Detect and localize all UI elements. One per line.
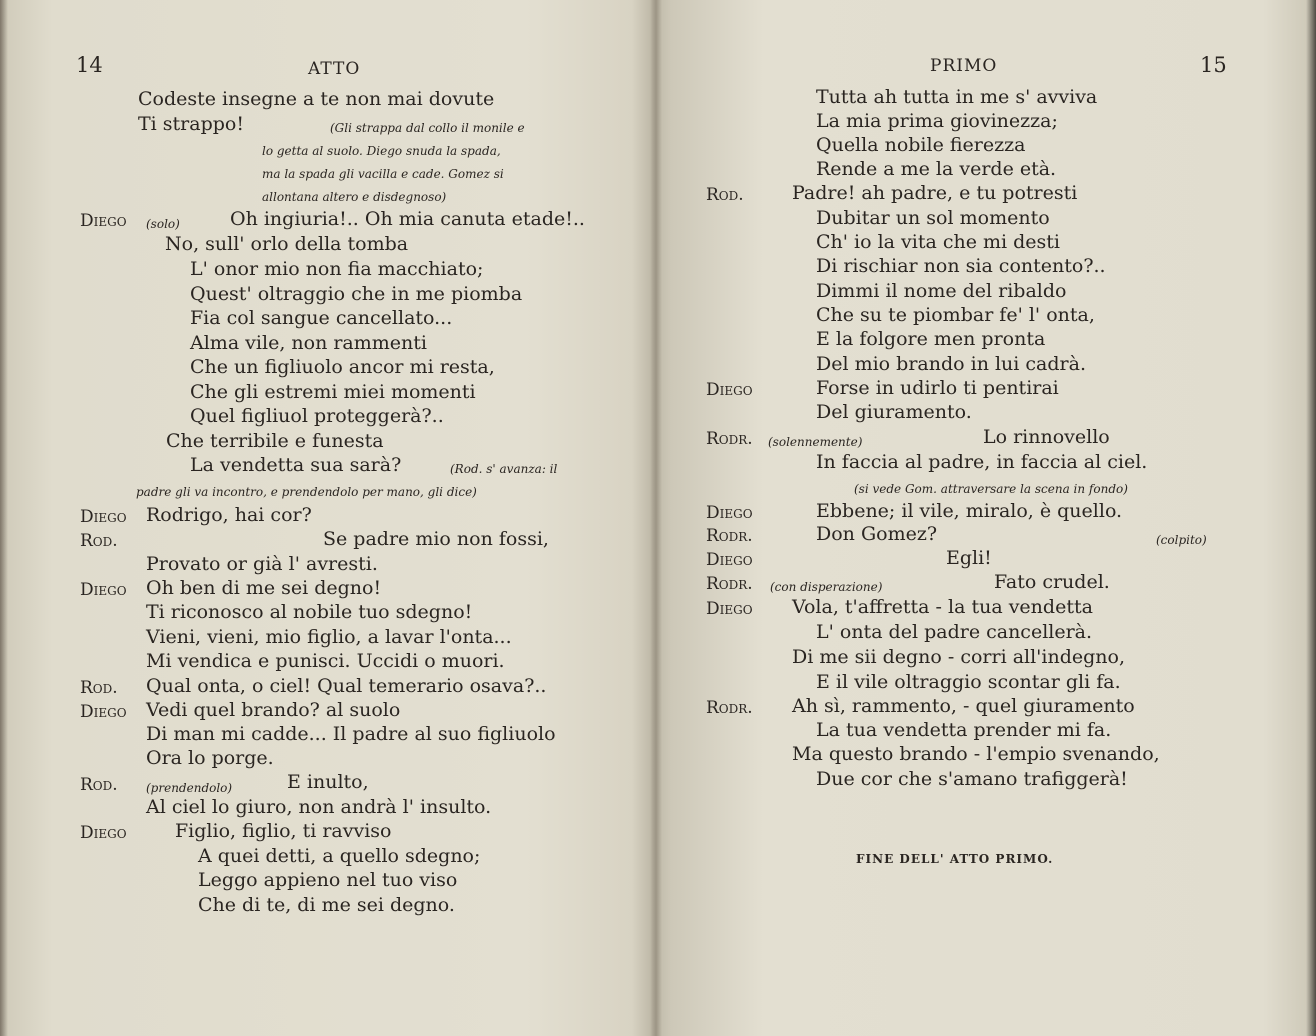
- verse-line: Provato or già l' avresti.: [146, 553, 378, 575]
- stage-direction: (solennemente): [768, 435, 863, 449]
- verse-line: Mi vendica e punisci. Uccidi o muori.: [146, 650, 505, 672]
- verse-line: Vedi quel brando? al suolo: [146, 699, 401, 721]
- verse-line: No, sull' orlo della tomba: [165, 233, 409, 255]
- verse-line: Leggo appieno nel tuo viso: [198, 869, 458, 891]
- verse-line: Padre! ah padre, e tu potresti: [792, 182, 1078, 204]
- right-page: [658, 0, 1316, 1036]
- verse-line: L' onor mio non fia macchiato;: [190, 258, 484, 280]
- verse-line: Che un figliuolo ancor mi resta,: [190, 356, 495, 378]
- verse-line: Quel figliuol proteggerà?..: [190, 405, 444, 427]
- stage-direction: ma la spada gli vacilla e cade. Gomez si: [262, 167, 504, 181]
- speaker-label: Rod.: [706, 185, 744, 205]
- verse-line: Ti strappo!: [138, 113, 244, 135]
- stage-direction: padre gli va incontro, e prendendolo per mano, gli dice): [136, 485, 477, 499]
- verse-line: Due cor che s'amano trafiggerà!: [816, 768, 1128, 790]
- verse-line: Don Gomez?: [816, 523, 938, 545]
- verse-line: L' onta del padre cancellerà.: [816, 621, 1093, 643]
- verse-line: Oh ben di me sei degno!: [146, 577, 382, 599]
- verse-line: Del mio brando in lui cadrà.: [816, 353, 1086, 375]
- verse-line: Quest' oltraggio che in me piomba: [190, 283, 523, 305]
- verse-line: Vola, t'affretta - la tua vendetta: [792, 596, 1093, 618]
- verse-line: Ch' io la vita che mi desti: [816, 231, 1061, 253]
- verse-line: Codeste insegne a te non mai dovute: [138, 88, 495, 110]
- speaker-label: Diego: [80, 580, 127, 600]
- stage-direction: (solo): [146, 217, 180, 231]
- verse-line: Figlio, figlio, ti ravviso: [175, 820, 392, 842]
- verse-line: Vieni, vieni, mio figlio, a lavar l'onta...: [146, 626, 512, 648]
- speaker-label: Rodr.: [706, 526, 753, 546]
- verse-line: Che terribile e funesta: [166, 430, 384, 452]
- running-header: PRIMO: [930, 56, 998, 76]
- verse-line: Ora lo porge.: [146, 747, 274, 769]
- verse-line: Che su te piombar fe' l' onta,: [816, 304, 1095, 326]
- stage-direction: (Rod. s' avanza: il: [450, 462, 558, 476]
- left-page: [0, 0, 655, 1036]
- speaker-label: Diego: [80, 507, 127, 527]
- verse-line: Rodrigo, hai cor?: [146, 504, 312, 526]
- verse-line: Egli!: [946, 547, 992, 569]
- verse-line: Ah sì, rammento, - quel giuramento: [792, 695, 1135, 717]
- verse-line: Che di te, di me sei degno.: [198, 894, 455, 916]
- verse-line: Alma vile, non rammenti: [190, 332, 427, 354]
- speaker-label: Diego: [80, 211, 127, 231]
- verse-line: Forse in udirlo ti pentirai: [816, 377, 1059, 399]
- verse-line: La vendetta sua sarà?: [190, 454, 402, 476]
- verse-line: Che gli estremi miei momenti: [190, 381, 476, 403]
- speaker-label: Rod.: [80, 531, 118, 551]
- verse-line: Di rischiar non sia contento?..: [816, 255, 1106, 277]
- verse-line: E il vile oltraggio scontar gli fa.: [816, 671, 1121, 693]
- verse-line: La tua vendetta prender mi fa.: [816, 719, 1112, 741]
- speaker-label: Diego: [706, 599, 753, 619]
- verse-line: Fia col sangue cancellato...: [190, 307, 453, 329]
- verse-line: La mia prima giovinezza;: [816, 110, 1058, 132]
- speaker-label: Diego: [706, 550, 753, 570]
- speaker-label: Diego: [706, 380, 753, 400]
- verse-line: Oh ingiuria!.. Oh mia canuta etade!..: [230, 208, 585, 230]
- verse-line: Ma questo brando - l'empio svenando,: [792, 743, 1160, 765]
- speaker-label: Rodr.: [706, 429, 753, 449]
- verse-line: Tutta ah tutta in me s' avviva: [816, 86, 1098, 108]
- verse-line: Di me sii degno - corri all'indegno,: [792, 646, 1126, 668]
- verse-line: E inulto,: [287, 771, 369, 793]
- verse-line: Dubitar un sol momento: [816, 207, 1050, 229]
- speaker-label: Rodr.: [706, 574, 753, 594]
- speaker-label: Rodr.: [706, 698, 753, 718]
- verse-line: Al ciel lo giuro, non andrà l' insulto.: [146, 796, 492, 818]
- page-number: 15: [1200, 53, 1227, 77]
- act-end-note: FINE DELL' ATTO PRIMO.: [856, 852, 1054, 866]
- verse-line: Del giuramento.: [816, 401, 972, 423]
- stage-direction: (prendendolo): [146, 781, 233, 795]
- speaker-label: Diego: [80, 702, 127, 722]
- stage-direction: (si vede Gom. attraversare la scena in fondo): [854, 482, 1128, 496]
- speaker-label: Diego: [80, 823, 127, 843]
- verse-line: Di man mi cadde... Il padre al suo figliuolo: [146, 723, 556, 745]
- page-number: 14: [76, 53, 103, 77]
- stage-direction: (Gli strappa dal collo il monile e: [330, 121, 525, 135]
- verse-line: Rende a me la verde età.: [816, 158, 1057, 180]
- verse-line: Qual onta, o ciel! Qual temerario osava?..: [146, 675, 547, 697]
- verse-line: Fato crudel.: [994, 571, 1110, 593]
- speaker-label: Rod.: [80, 775, 118, 795]
- speaker-label: Diego: [706, 503, 753, 523]
- verse-line: Lo rinnovello: [983, 426, 1110, 448]
- verse-line: A quei detti, a quello sdegno;: [198, 845, 481, 867]
- speaker-label: Rod.: [80, 678, 118, 698]
- stage-direction: lo getta al suolo. Diego snuda la spada,: [262, 144, 501, 158]
- verse-line: Ti riconosco al nobile tuo sdegno!: [146, 601, 473, 623]
- verse-line: Dimmi il nome del ribaldo: [816, 280, 1067, 302]
- stage-direction: (con disperazione): [770, 580, 883, 594]
- verse-line: In faccia al padre, in faccia al ciel.: [816, 451, 1148, 473]
- running-header: ATTO: [308, 59, 361, 79]
- verse-line: Se padre mio non fossi,: [323, 528, 549, 550]
- verse-line: E la folgore men pronta: [816, 328, 1046, 350]
- verse-line: Quella nobile fierezza: [816, 134, 1026, 156]
- stage-direction: (colpito): [1156, 533, 1207, 547]
- stage-direction: allontana altero e disdegnoso): [262, 190, 447, 204]
- verse-line: Ebbene; il vile, miralo, è quello.: [816, 500, 1123, 522]
